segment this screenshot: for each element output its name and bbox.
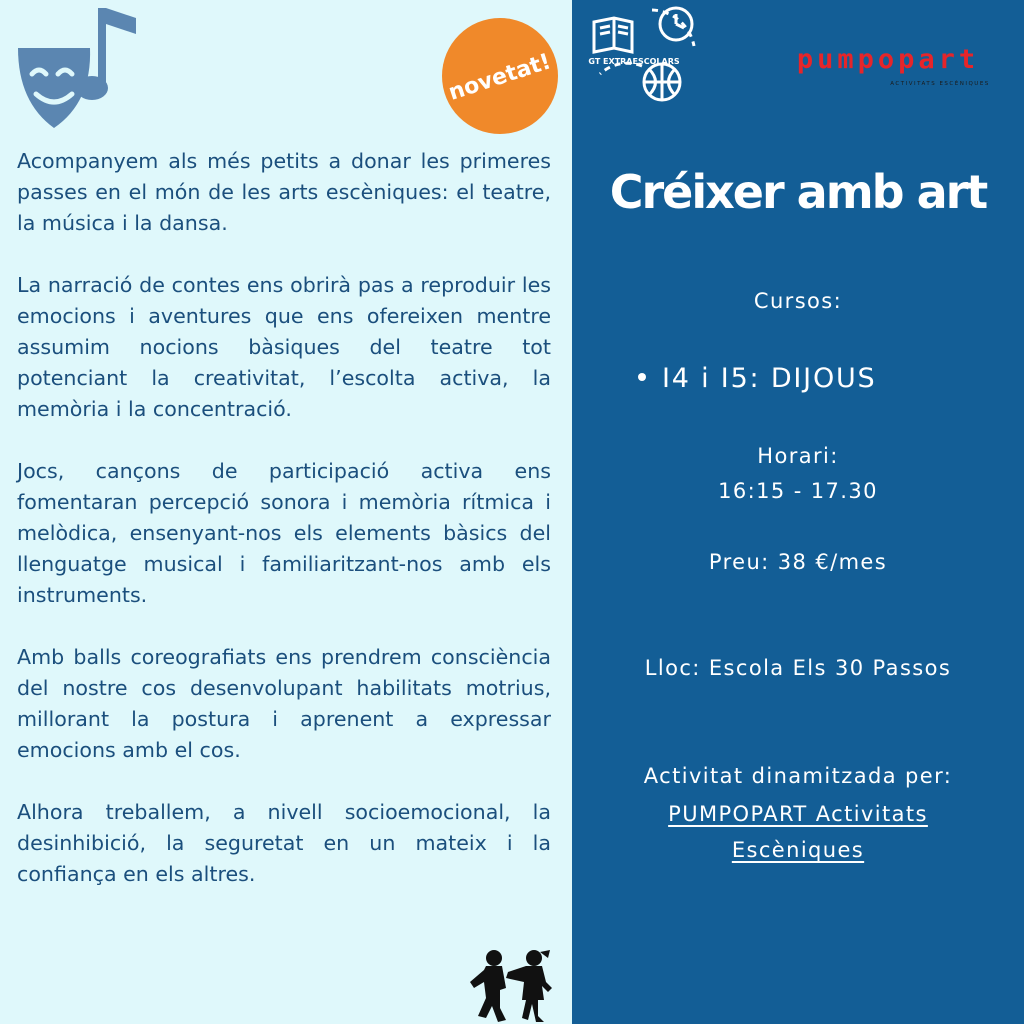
organizer-link[interactable] <box>572 796 1024 868</box>
location-text: Lloc: Escola Els 30 Passos <box>644 656 952 680</box>
organizer-link-line1[interactable]: PUMPOPART Activitats <box>668 802 928 826</box>
course-item-label: I4 i I5: DIJOUS <box>662 363 877 394</box>
pumpopart-tagline: ACTIVITATS ESCÈNIQUES <box>890 81 990 87</box>
price-text: Preu: 38 €/mes <box>708 550 888 574</box>
cursos-label: Cursos: <box>753 289 843 313</box>
page-title: Créixer amb art <box>609 165 987 219</box>
description-text <box>17 146 551 921</box>
paragraph-socioemocional: Alhora treballem, a nivell socioemocional, la desinhibició, la seguretat en un mateix i la confiança en els altres. <box>17 800 551 886</box>
horari-label: Horari: <box>757 444 839 468</box>
right-panel <box>572 0 1024 1024</box>
paragraph-musica: Jocs, cançons de participació activa ens fomentaran percepció sonora i memòria rítmica i melòdica, ensenyant-nos els elements bàsics del llenguatge musical i familiaritzant-nos amb els instruments. <box>17 459 551 607</box>
gt-extraescolars-logo <box>586 4 698 104</box>
badge-label: novetat! <box>445 49 555 106</box>
bullet-icon <box>638 373 646 381</box>
children-dancing-icon <box>466 948 558 1024</box>
novetat-badge <box>440 16 562 138</box>
theater-mask-music-icon <box>14 4 140 134</box>
pumpopart-logo <box>768 44 1008 96</box>
course-list-item <box>638 363 877 394</box>
organizer-link-line2[interactable]: Escèniques <box>731 838 865 862</box>
pumpopart-wordmark: pumpopart <box>796 44 980 75</box>
paragraph-intro: Acompanyem als més petits a donar les primeres passes en el món de les arts escèniques: el teatre, la música i la dansa. <box>17 149 551 235</box>
gt-logo-text: GT EXTRAESCOLARS <box>588 57 680 66</box>
paragraph-dansa: Amb balls coreografiats ens prendrem consciència del nostre cos desenvolupant habilitats motrius, millorant la postura i aprenent a expressar emocions amb el cos. <box>17 645 551 762</box>
organizer-label: Activitat dinamitzada per: <box>643 764 953 788</box>
paragraph-contes: La narració de contes ens obrirà pas a reproduir les emocions i aventures que ens ofereixen mentre assumim nocions bàsiques del teatre tot potenciant la creativitat, l’escolta activa, la memòria i la concentració. <box>17 273 551 421</box>
horari-value: 16:15 - 17.30 <box>718 479 878 503</box>
